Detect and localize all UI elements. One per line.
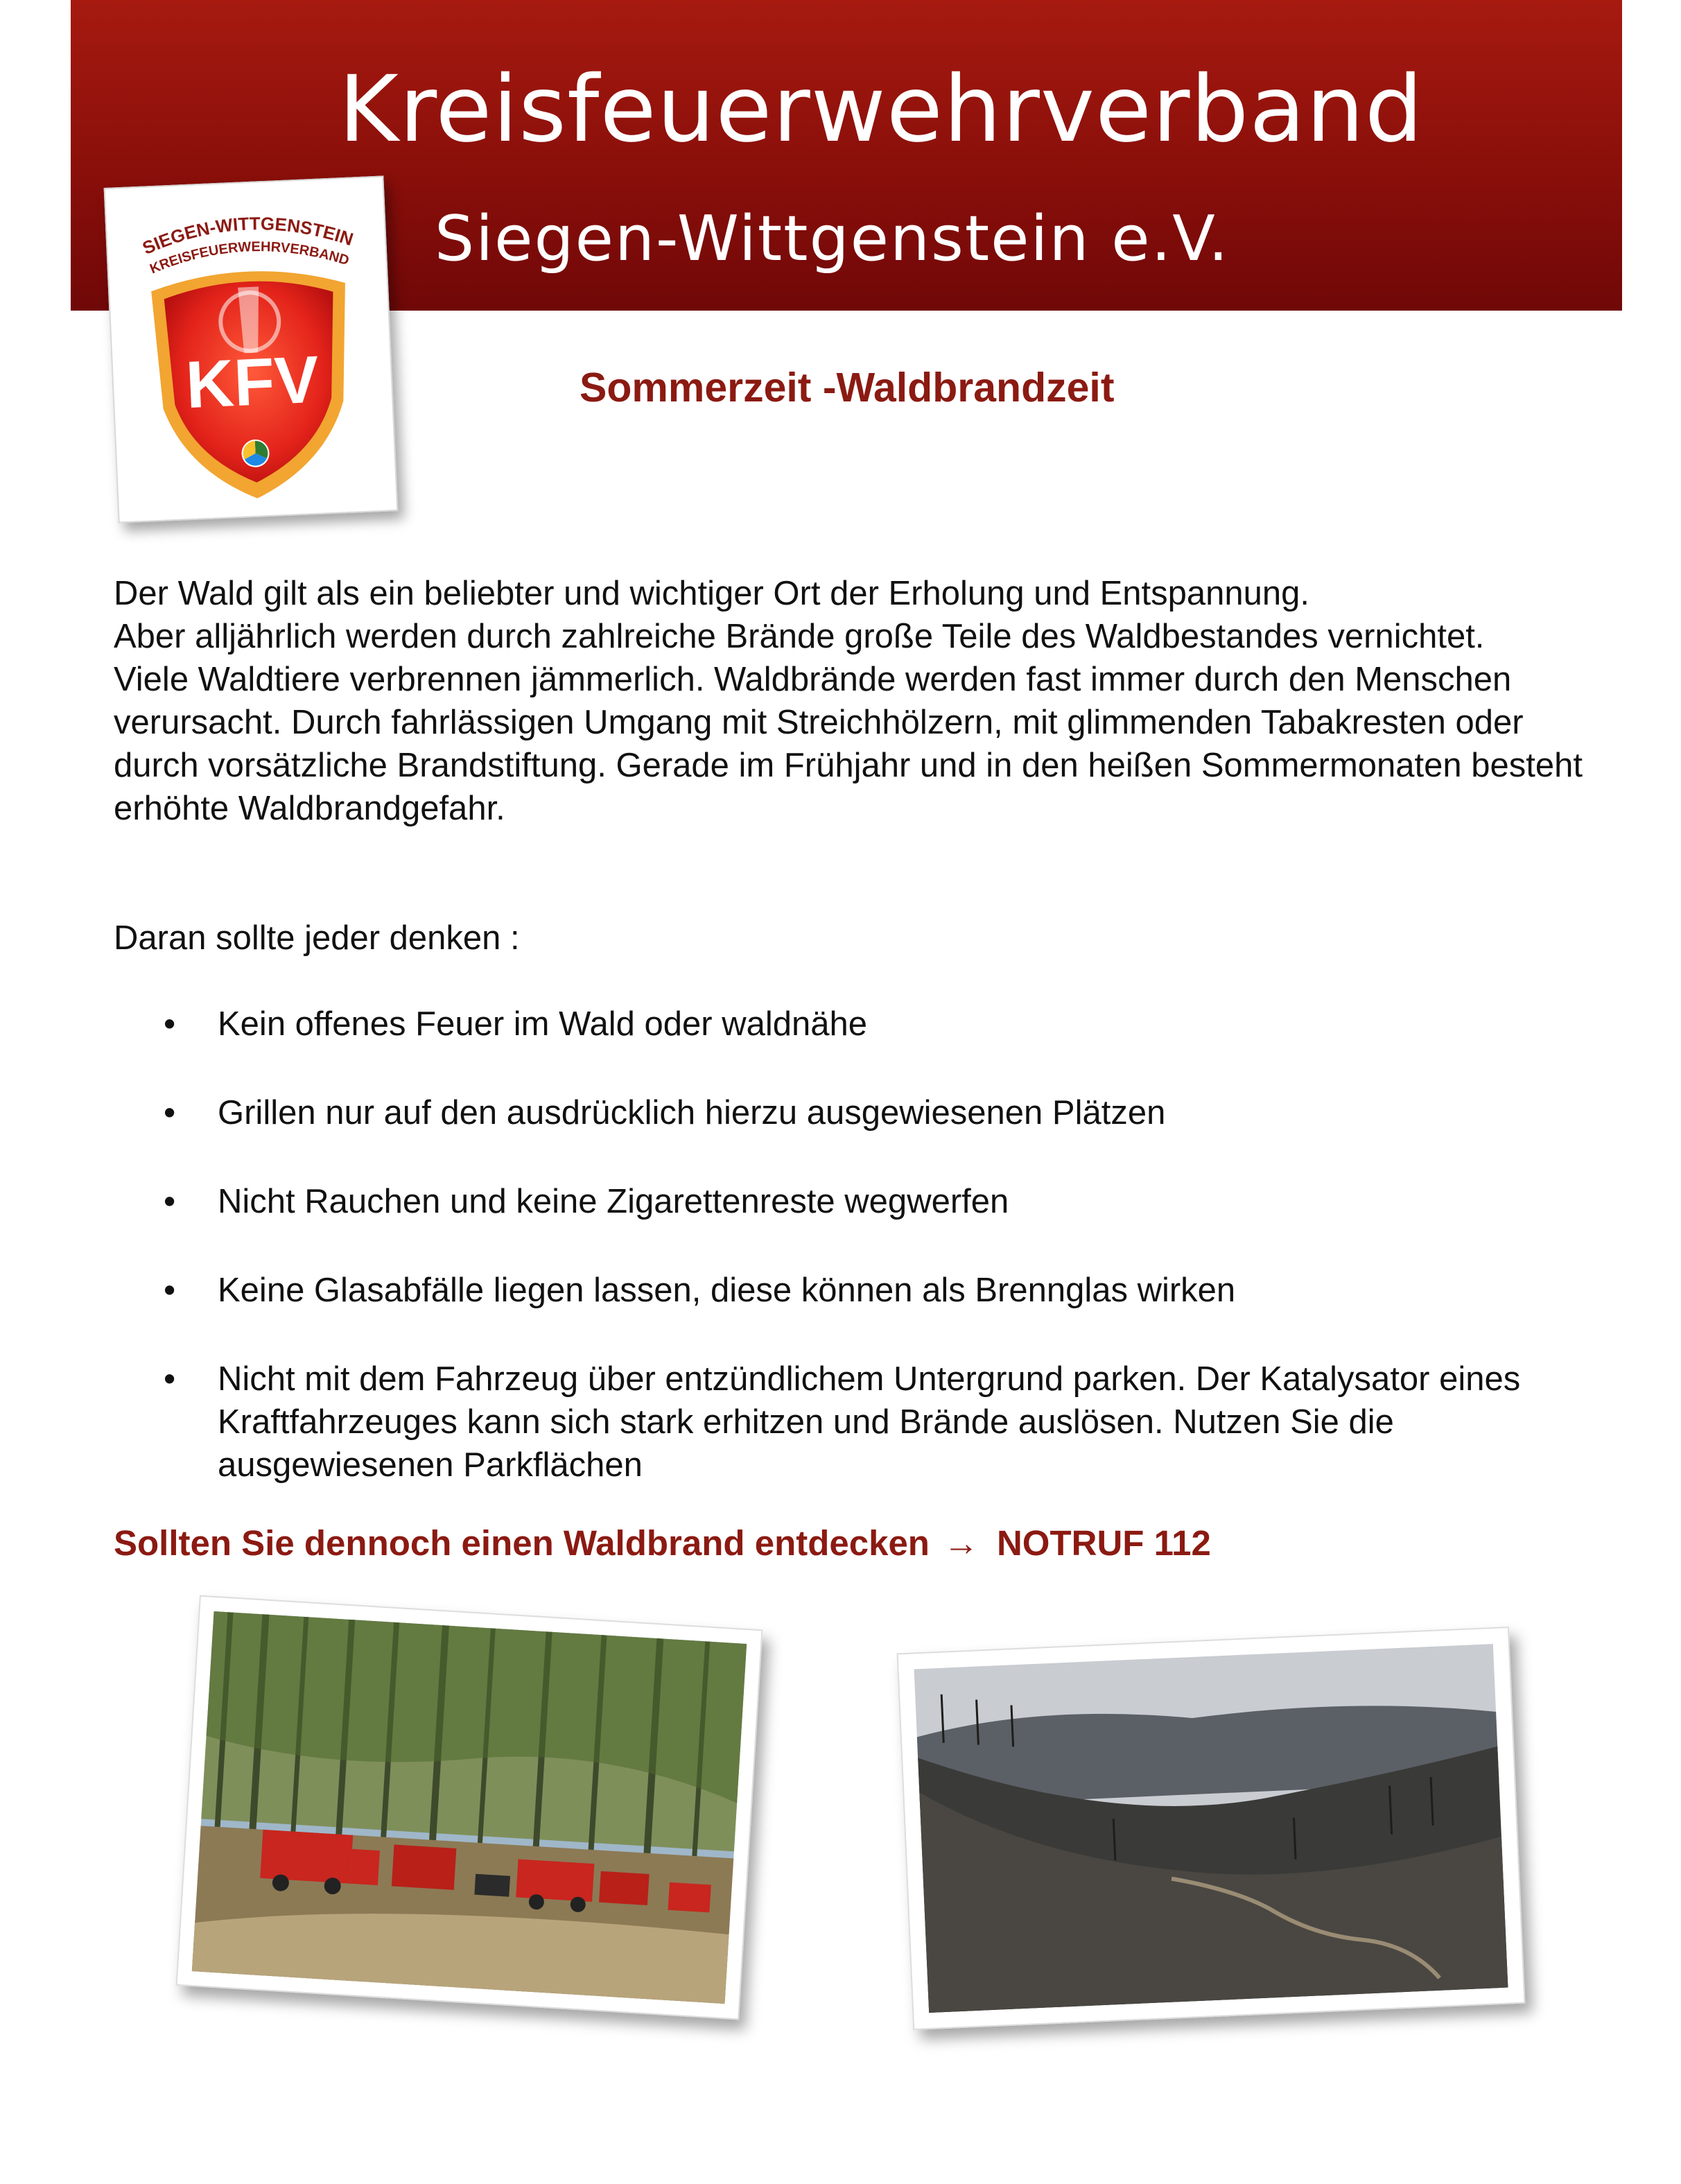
kfv-shield-icon [105, 177, 397, 522]
list-item [164, 1091, 1592, 1134]
burned-hillside-photo [897, 1627, 1526, 2030]
intro-text [114, 572, 1583, 830]
list-item [164, 1358, 1592, 1487]
bullet-icon: • [164, 1360, 176, 1398]
paragraph: Viele Waldtiere verbrennen jämmerlich. Waldbrände werden fast immer durch den Menschen verursacht. Durch fahrlässigen Umgang mit Streichhölzern, mit glimmenden Tabakresten oder durch vorsätzliche Brandstiftung. Gerade im Frühjahr und in den heißen Sommermonaten besteht erhöhte Waldbrandgefahr. [114, 661, 1583, 827]
kfv-logo [104, 175, 399, 523]
arrow-right-icon: → [943, 1523, 979, 1563]
fire-trucks-photo-image [177, 1597, 762, 2018]
tip-text: Nicht mit dem Fahrzeug über entzündlichem Untergrund parken. Der Katalysator eines Kraftfahrzeuges kann sich stark erhitzen und Brände auslösen. Nutzen Sie die ausgewiesenen Parkflächen [218, 1360, 1521, 1484]
tip-text: Grillen nur auf den ausdrücklich hierzu ausgewiesenen Plätzen [218, 1094, 1166, 1132]
emergency-callout [114, 1525, 1211, 1561]
list-item [164, 1269, 1592, 1312]
list-item [164, 1003, 1592, 1046]
bullet-icon: • [164, 1272, 176, 1309]
logo-arc-top: SIEGEN-WITTGENSTEIN [139, 213, 356, 259]
bullet-icon: • [164, 1094, 176, 1132]
tip-text: Nicht Rauchen und keine Zigarettenreste wegwerfen [218, 1183, 1009, 1220]
tip-text: Kein offenes Feuer im Wald oder waldnähe [218, 1005, 867, 1043]
callout-text: Sollten Sie dennoch einen Waldbrand entdecken [114, 1523, 930, 1563]
page-headline: Sommerzeit -Waldbrandzeit [580, 365, 1115, 410]
safety-tips-list [164, 1003, 1592, 1532]
bullet-icon: • [164, 1005, 176, 1043]
organization-subtitle: Siegen-Wittgenstein e.V. [435, 202, 1230, 275]
paragraph: Der Wald gilt als ein beliebter und wichtiger Ort der Erholung und Entspannung. [114, 575, 1310, 612]
fire-trucks-forest-photo [176, 1595, 763, 2020]
tip-text: Keine Glasabfälle liegen lassen, diese können als Brennglas wirken [218, 1272, 1236, 1309]
bullet-icon: • [164, 1183, 176, 1220]
burned-landscape-image [898, 1628, 1524, 2029]
list-item [164, 1180, 1592, 1223]
paragraph: Aber alljährlich werden durch zahlreiche Brände große Teile des Waldbestandes vernichtet. [114, 618, 1485, 655]
emergency-number: NOTRUF 112 [996, 1523, 1211, 1563]
logo-arc-bottom: KREISFEUERWEHRVERBAND [148, 239, 351, 277]
logo-initials: KFV [184, 342, 321, 423]
list-intro: Daran sollte jeder denken : [114, 919, 520, 957]
organization-title: Kreisfeuerwehrverband [338, 56, 1424, 163]
